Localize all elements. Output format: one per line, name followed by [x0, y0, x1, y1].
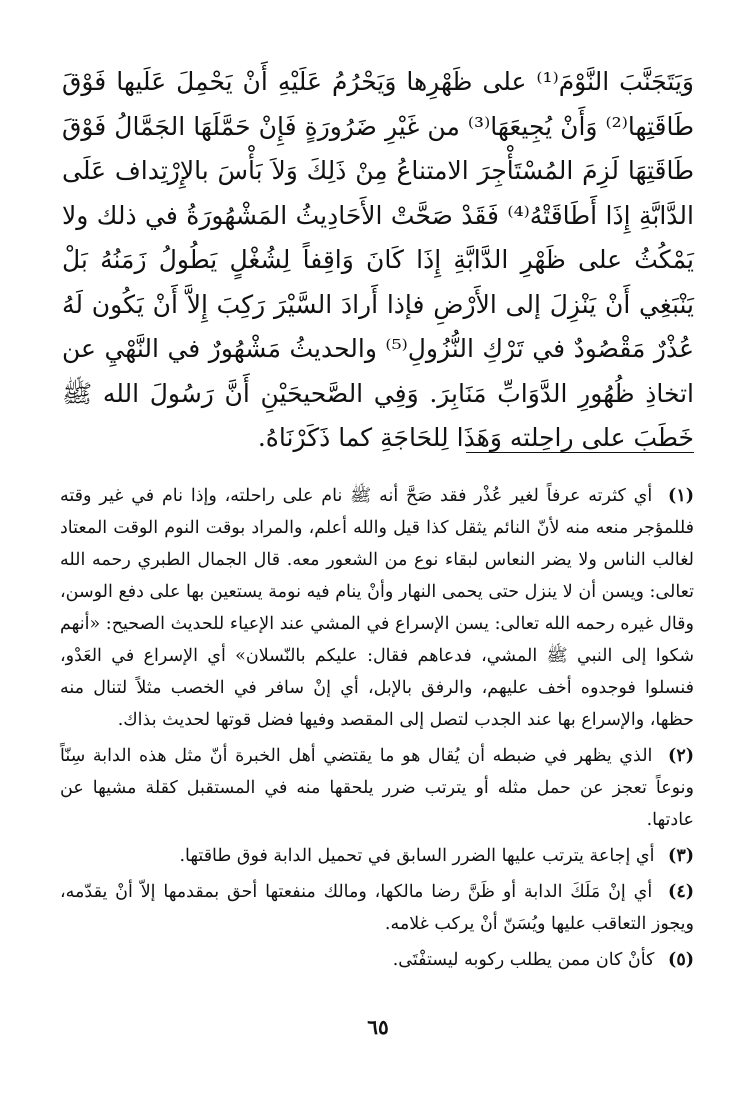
- footnote-text: أي كثرته عرفاً لغير عُذْر فقد صَحَّ أنه ﷺ نام على راحلته، وإذا نام في غير وقته فللمؤجر منعه منه لأنّ النائم يثقل كذا قيل والله أعلم، والمراد بوقت النوم الوقت المعتاد لغالب الناس ولا يضر النعاس لبقاء نوع من الشعور معه. قال الجمال الطبري رحمه الله تعالى: ويسن أن لا ينزل حتى يحمى النهار وأنْ ينام فيه نومة يستعين بها على دفع الوسن، وقال غيره رحمه الله تعالى: يسن الإسراع في المشي عند الإعياء للحديث الصحيح: «أنهم شكوا إلى النبي ﷺ المشي، فدعاهم فقال: عليكم بالنّسلان» أي الإسراع في العَدْو، فنسلوا فوجدوه أخف عليهم، والرفق بالإبل، أي إنْ سافر في الخصب مثلاً لتنال منه حظها، والإسراع بها عند الجدب لتصل إلى المقصد وفيها فضل قوتها لحديث بذاك.: [60, 486, 694, 730]
- main-paragraph: وَيَتَجَنَّبَ النَّوْمَ⁽¹⁾ على ظَهْرِها وَيَحْرُمُ عَلَيْهِ أَنْ يَحْمِلَ عَلَيها فَوْقَ طَاقَتِها⁽²⁾ وَأَنْ يُجِيعَهَا⁽³⁾ من غَيْرِ ضَرُورَةٍ فَإِنْ حَمَّلَهَا الجَمَّالُ فَوْقَ طَاقَتِهَا لَزِمَ المُسْتَأْجِرَ الامتناعُ مِنْ ذَلِكَ وَلاَ بَأْسَ بالإِرْتِداف عَلَى الدَّابَّةِ إِذَا أَطَاقَتْهُ⁽⁴⁾ فَقَدْ صَحَّتْ الأَحَادِيثُ المَشْهُورَةُ في ذلك ولا يَمْكُثُ على ظَهْرِ الدَّابَّةِ إِذَا كَانَ وَاقِفاً لِشُغْلٍ يَطُولُ زَمَنُهُ بَلْ يَنْبَغِي أَنْ يَنْزِلَ إلى الأَرْضِ فإذا أَرادَ السَّيْرَ رَكِبَ إِلاَّ أَنْ يَكُون لَهُ عُذْرٌ مَقْصُودٌ في تَرْكِ النُّزُولِ⁽⁵⁾ والحديثُ مَشْهُورٌ في النَّهْيِ عن اتخاذِ ظُهُورِ الدَّوَابِّ مَنَابِرَ. وَفِي الصَّحيحَيْنِ أَنَّ رَسُولَ الله ﷺ خَطَبَ على راحِلته وَهَذَا لِلحَاجَةِ كما ذَكَرْنَاهُ.: [62, 67, 695, 452]
- footnote-number: (١): [668, 486, 694, 506]
- footnote-2: [60, 740, 694, 836]
- footnote-text: أي إجاعة يترتب عليها الضرر السابق في تحميل الدابة فوق طاقتها.: [179, 846, 655, 866]
- footnote-text: الذي يظهر في ضبطه أن يُقال هو ما يقتضي أهل الخبرة أنّ مثل هذه الدابة سِنّاً ونوعاً تعجز عن حمل مثله أو يترتب ضرر يلحقها منه في المستقبل كقلة مشيها عن عادتها.: [60, 746, 694, 830]
- footnote-text: كأنْ كان ممن يطلب ركوبه ليستفْتَى.: [392, 950, 655, 970]
- footnote-number: (٣): [668, 846, 694, 866]
- footnote-4: [60, 876, 694, 940]
- footnote-separator: [466, 452, 694, 453]
- page-number: ٦٥: [367, 1015, 389, 1039]
- footnote-number: (٤): [668, 882, 694, 902]
- footnote-1: [60, 480, 694, 736]
- footnote-5: [60, 944, 694, 976]
- main-text-block: [62, 60, 694, 461]
- footnotes-section: [60, 480, 694, 980]
- footnote-3: [60, 840, 694, 872]
- footnote-text: أي إنْ مَلَكَ الدابة أو ظَنَّ رضا مالكها، ومالك منفعتها أحق بمقدمها إلاّ أنْ يقدّمه، ويجوز التعاقب عليها ويُسَنّ أنْ يركب غلامه.: [60, 882, 694, 934]
- footnote-number: (٥): [668, 950, 694, 970]
- footnote-number: (٢): [668, 746, 694, 766]
